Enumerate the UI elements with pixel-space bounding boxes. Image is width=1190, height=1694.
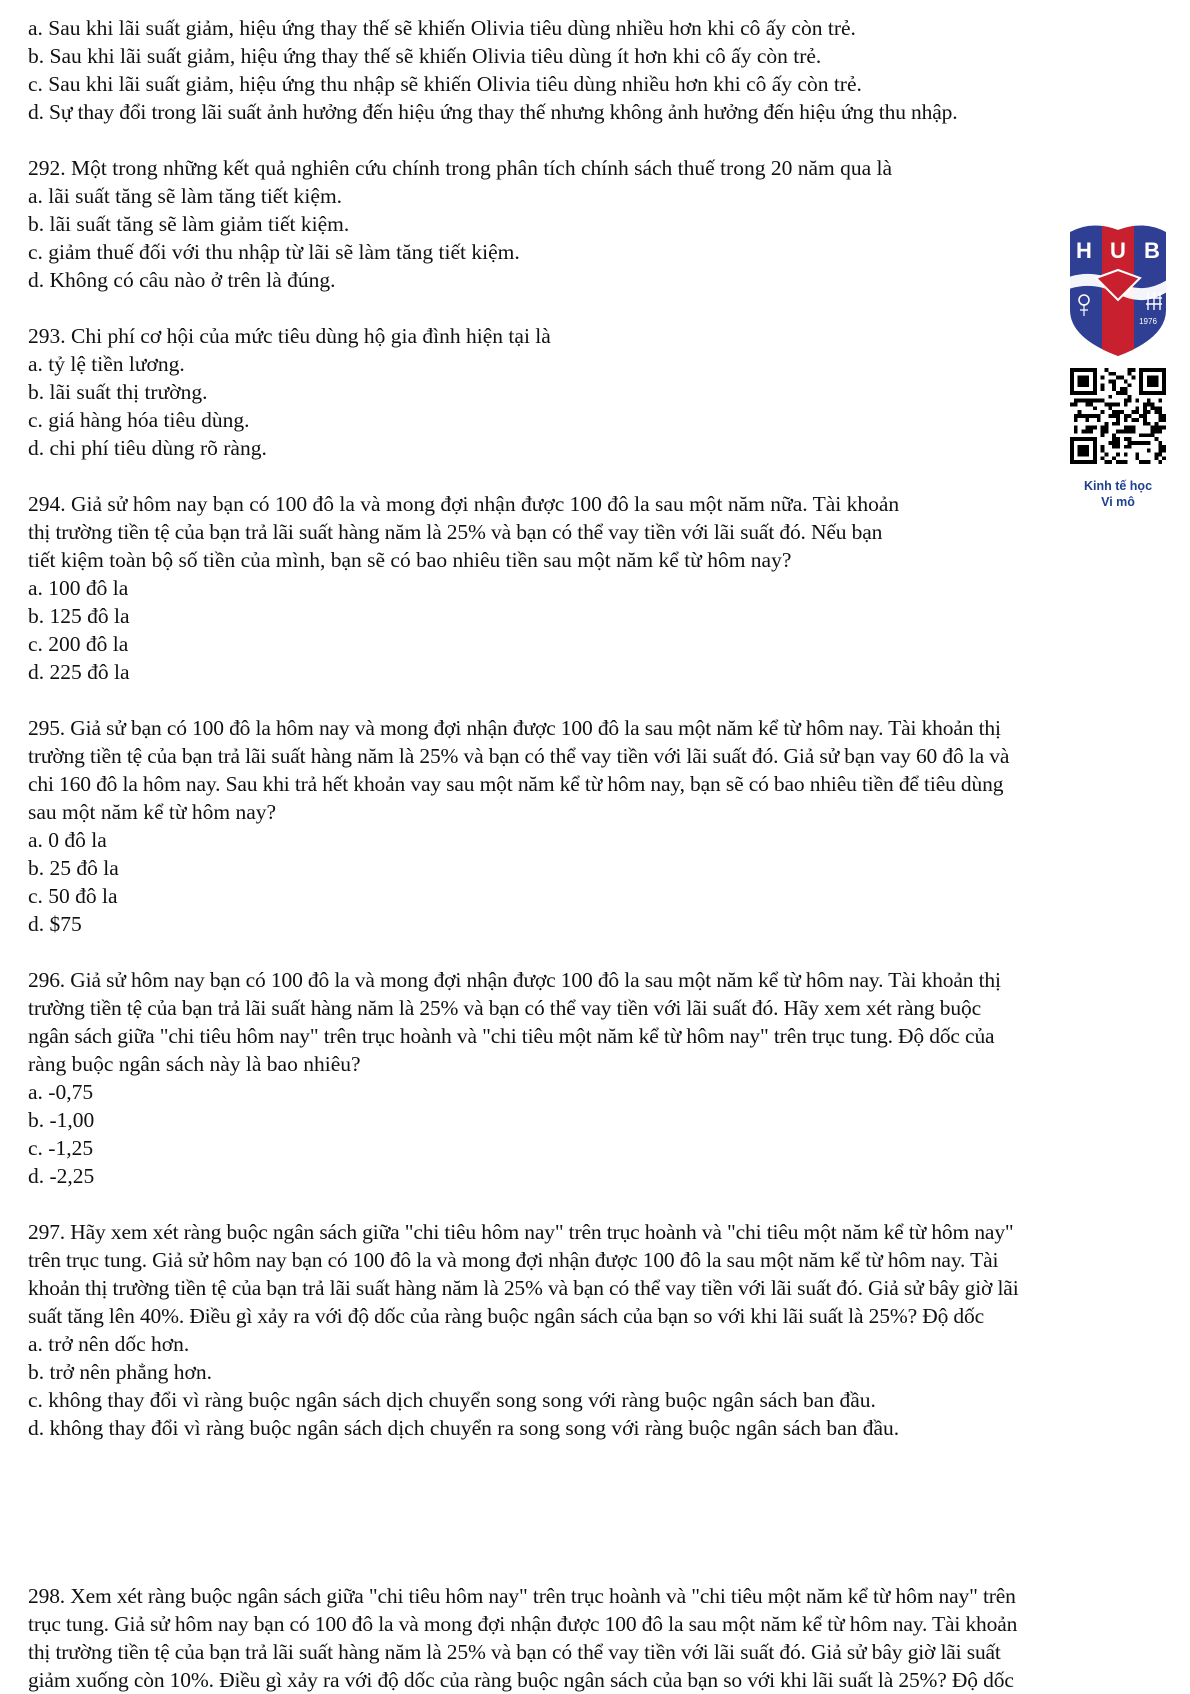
logo-letter-b: B <box>1144 238 1160 263</box>
text-line: b. 125 đô la <box>28 604 130 628</box>
logo-year: 1976 <box>1139 317 1157 326</box>
text-line: 295. Giả sử bạn có 100 đô la hôm nay và mong đợi nhận được 100 đô la sau một năm kể từ hôm nay. Tài khoản thị <box>28 716 1001 740</box>
text-line: b. -1,00 <box>28 1108 95 1132</box>
text-line: ngân sách giữa "chi tiêu hôm nay" trên trục hoành và "chi tiêu một năm kể từ hôm nay" trên trục tung. Độ dốc của <box>28 1024 995 1048</box>
text-line: giảm xuống còn 10%. Điều gì xảy ra với độ dốc của ràng buộc ngân sách của bạn so với khi lãi suất là 25%? Độ dốc <box>28 1668 1014 1692</box>
text-line: tiết kiệm toàn bộ số tiền của mình, bạn sẽ có bao nhiêu tiền sau một năm kể từ hôm nay? <box>28 548 792 572</box>
text-line: c. giảm thuế đối với thu nhập từ lãi sẽ làm tăng tiết kiệm. <box>28 240 520 264</box>
text-line: a. trở nên dốc hơn. <box>28 1332 190 1356</box>
text-line: trên trục tung. Giả sử hôm nay bạn có 100 đô la và mong đợi nhận được 100 đô la sau một năm kể từ hôm nay. Tài <box>28 1248 999 1272</box>
text-line: c. giá hàng hóa tiêu dùng. <box>28 408 250 432</box>
hub-logo-shield <box>1066 220 1170 358</box>
text-line: d. không thay đổi vì ràng buộc ngân sách dịch chuyển ra song song với ràng buộc ngân sách ban đầu. <box>28 1416 900 1440</box>
text-line: sau một năm kể từ hôm nay? <box>28 800 277 824</box>
text-line: a. tỷ lệ tiền lương. <box>28 352 185 376</box>
text-line: c. -1,25 <box>28 1136 94 1160</box>
text-line: d. 225 đô la <box>28 660 130 684</box>
text-line: d. $75 <box>28 912 82 936</box>
text-line: b. lãi suất thị trường. <box>28 380 208 404</box>
logo-letter-u: U <box>1110 238 1126 263</box>
text-line: d. Sự thay đổi trong lãi suất ảnh hưởng đến hiệu ứng thay thế nhưng không ảnh hưởng đến hiệu ứng thu nhập. <box>28 100 958 124</box>
text-line: b. trở nên phẳng hơn. <box>28 1360 212 1384</box>
text-line: d. -2,25 <box>28 1164 95 1188</box>
text-line: d. Không có câu nào ở trên là đúng. <box>28 268 336 292</box>
text-line: c. không thay đổi vì ràng buộc ngân sách dịch chuyển song song với ràng buộc ngân sách ban đầu. <box>28 1388 876 1412</box>
text-line: thị trường tiền tệ của bạn trả lãi suất hàng năm là 25% và bạn có thể vay tiền với lãi suất đó. Nếu bạn <box>28 520 883 544</box>
text-line: 294. Giả sử hôm nay bạn có 100 đô la và mong đợi nhận được 100 đô la sau một năm nữa. Tài khoản <box>28 492 900 516</box>
text-line: c. 50 đô la <box>28 884 118 908</box>
text-line: 292. Một trong những kết quả nghiên cứu chính trong phân tích chính sách thuế trong 20 năm qua là <box>28 156 893 180</box>
text-line: a. -0,75 <box>28 1080 94 1104</box>
text-line: 293. Chi phí cơ hội của mức tiêu dùng hộ gia đình hiện tại là <box>28 324 551 348</box>
text-line: trường tiền tệ của bạn trả lãi suất hàng năm là 25% và bạn có thể vay tiền với lãi suất đó. Hãy xem xét ràng buộc <box>28 996 981 1020</box>
text-line: a. 100 đô la <box>28 576 129 600</box>
text-line: suất tăng lên 40%. Điều gì xảy ra với độ dốc của ràng buộc ngân sách của bạn so với khi lãi suất là 25%? Độ dốc <box>28 1304 984 1328</box>
text-line: thị trường tiền tệ của bạn trả lãi suất hàng năm là 25% và bạn có thể vay tiền với lãi suất đó. Giả sử bây giờ lãi suất <box>28 1640 1001 1664</box>
qr-code-icon <box>1070 368 1166 464</box>
logo-letter-h: H <box>1076 238 1092 263</box>
text-line: 297. Hãy xem xét ràng buộc ngân sách giữa "chi tiêu hôm nay" trên trục hoành và "chi tiêu một năm kể từ hôm nay" <box>28 1220 1014 1244</box>
text-line: d. chi phí tiêu dùng rõ ràng. <box>28 436 267 460</box>
text-line: trục tung. Giả sử hôm nay bạn có 100 đô la và mong đợi nhận được 100 đô la sau một năm kể từ hôm nay. Tài khoản <box>28 1612 1018 1636</box>
text-line: b. lãi suất tăng sẽ làm giảm tiết kiệm. <box>28 212 350 236</box>
text-line: a. 0 đô la <box>28 828 107 852</box>
text-line: b. Sau khi lãi suất giảm, hiệu ứng thay thế sẽ khiến Olivia tiêu dùng ít hơn khi cô ấy còn trẻ. <box>28 44 822 68</box>
text-line: c. 200 đô la <box>28 632 129 656</box>
text-line: khoản thị trường tiền tệ của bạn trả lãi suất hàng năm là 25% và bạn có thể vay tiền với lãi suất đó. Giả sử bây giờ lãi <box>28 1276 1019 1300</box>
text-line: chi 160 đô la hôm nay. Sau khi trả hết khoản vay sau một năm kể từ hôm nay, bạn sẽ có bao nhiêu tiền để tiêu dùng <box>28 772 1004 796</box>
text-line: ràng buộc ngân sách này là bao nhiêu? <box>28 1052 361 1076</box>
text-line: c. Sau khi lãi suất giảm, hiệu ứng thu nhập sẽ khiến Olivia tiêu dùng nhiều hơn khi cô ấy còn trẻ. <box>28 72 862 96</box>
caption-line-2: Vi mô <box>1101 495 1135 509</box>
caption-line-1: Kinh tế học <box>1083 479 1153 493</box>
text-line: trường tiền tệ của bạn trả lãi suất hàng năm là 25% và bạn có thể vay tiền với lãi suất đó. Giả sử bạn vay 60 đô la và <box>28 744 1010 768</box>
text-line: 298. Xem xét ràng buộc ngân sách giữa "chi tiêu hôm nay" trên trục hoành và "chi tiêu một năm kể từ hôm nay" trên <box>28 1584 1016 1608</box>
text-line: a. lãi suất tăng sẽ làm tăng tiết kiệm. <box>28 184 343 208</box>
text-line: 296. Giả sử hôm nay bạn có 100 đô la và mong đợi nhận được 100 đô la sau một năm kể từ hôm nay. Tài khoản thị <box>28 968 1001 992</box>
subject-caption <box>1060 478 1176 510</box>
text-line: b. 25 đô la <box>28 856 119 880</box>
text-line: a. Sau khi lãi suất giảm, hiệu ứng thay thế sẽ khiến Olivia tiêu dùng nhiều hơn khi cô ấy còn trẻ. <box>28 16 856 40</box>
